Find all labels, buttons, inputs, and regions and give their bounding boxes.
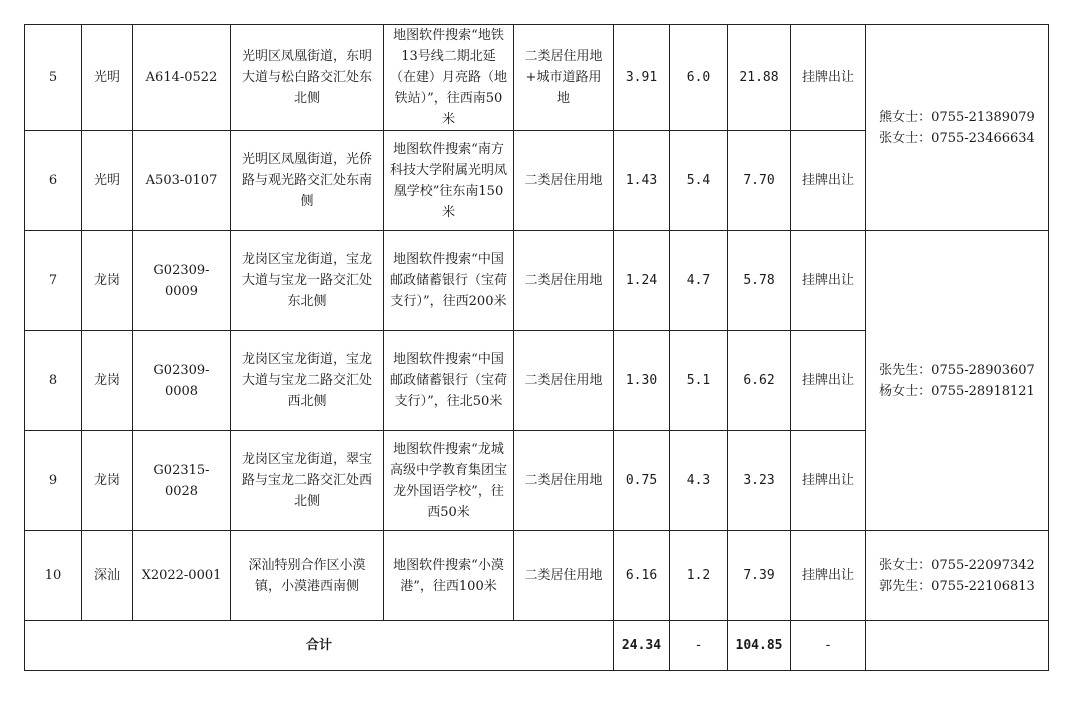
method-cell: 挂牌出让 [791, 231, 866, 331]
land-parcel-table [24, 24, 1049, 671]
contact-line: 熊女士：0755-21389079 [879, 109, 1035, 125]
table-row [25, 25, 1049, 131]
total-label: 合计 [25, 621, 614, 671]
parcel-code-cell: A503-0107 [133, 131, 231, 231]
row-number: 6 [25, 131, 82, 231]
map-search-cell: 地图软件搜索“中国邮政储蓄银行（宝荷支行）”，往西200米 [384, 231, 514, 331]
ratio-cell: 4.7 [670, 231, 728, 331]
ratio-cell: 5.4 [670, 131, 728, 231]
parcel-code-cell: G02309-0009 [133, 231, 231, 331]
parcel-code-cell: X2022-0001 [133, 531, 231, 621]
contact-line: 张先生：0755-28903607 [879, 362, 1035, 378]
map-search-cell: 地图软件搜索“中国邮政储蓄银行（宝荷支行）”，往北50米 [384, 331, 514, 431]
floor-area-cell: 21.88 [728, 25, 791, 131]
floor-area-cell: 7.39 [728, 531, 791, 621]
map-search-cell: 地图软件搜索“南方科技大学附属光明凤凰学校”往东南150米 [384, 131, 514, 231]
location-cell: 龙岗区宝龙街道，宝龙大道与宝龙一路交汇处东北侧 [231, 231, 384, 331]
method-cell: 挂牌出让 [791, 25, 866, 131]
row-number: 7 [25, 231, 82, 331]
land-use-cell: 二类居住用地 [514, 531, 614, 621]
method-cell: 挂牌出让 [791, 531, 866, 621]
total-row [25, 621, 1049, 671]
ratio-cell: 6.0 [670, 25, 728, 131]
row-number: 8 [25, 331, 82, 431]
method-cell: 挂牌出让 [791, 431, 866, 531]
map-search-cell: 地图软件搜索“地铁13号线二期北延（在建）月亮路（地铁站）”，往西南50米 [384, 25, 514, 131]
ratio-cell: 5.1 [670, 331, 728, 431]
district-cell: 光明 [82, 25, 133, 131]
area-cell: 1.24 [614, 231, 670, 331]
total-floor-area: 104.85 [728, 621, 791, 671]
area-cell: 3.91 [614, 25, 670, 131]
row-number: 10 [25, 531, 82, 621]
floor-area-cell: 6.62 [728, 331, 791, 431]
table-row [25, 531, 1049, 621]
contact-line: 张女士：0755-22097342 [879, 557, 1035, 573]
row-number: 9 [25, 431, 82, 531]
location-cell: 龙岗区宝龙街道，翠宝路与宝龙二路交汇处西北侧 [231, 431, 384, 531]
row-number: 5 [25, 25, 82, 131]
ratio-cell: 4.3 [670, 431, 728, 531]
method-cell: 挂牌出让 [791, 331, 866, 431]
area-cell: 1.30 [614, 331, 670, 431]
contact-line: 郭先生：0755-22106813 [879, 578, 1035, 594]
ratio-cell: 1.2 [670, 531, 728, 621]
location-cell: 光明区凤凰街道，光侨路与观光路交汇处东南侧 [231, 131, 384, 231]
floor-area-cell: 5.78 [728, 231, 791, 331]
floor-area-cell: 7.70 [728, 131, 791, 231]
contact-cell-shenshan [866, 531, 1049, 621]
district-cell: 龙岗 [82, 431, 133, 531]
table-row [25, 231, 1049, 331]
contact-cell-guangming [866, 25, 1049, 231]
district-cell: 深汕 [82, 531, 133, 621]
map-search-cell: 地图软件搜索“龙城高级中学教育集团宝龙外国语学校”，往西50米 [384, 431, 514, 531]
area-cell: 0.75 [614, 431, 670, 531]
total-area: 24.34 [614, 621, 670, 671]
land-use-cell: 二类居住用地+城市道路用地 [514, 25, 614, 131]
location-cell: 龙岗区宝龙街道，宝龙大道与宝龙二路交汇处西北侧 [231, 331, 384, 431]
contact-line: 杨女士：0755-28918121 [879, 383, 1035, 399]
land-use-cell: 二类居住用地 [514, 131, 614, 231]
location-cell: 深汕特别合作区小漠镇，小漠港西南侧 [231, 531, 384, 621]
contact-line: 张女士：0755-23466634 [879, 130, 1035, 146]
map-search-cell: 地图软件搜索“小漠港”，往西100米 [384, 531, 514, 621]
land-use-cell: 二类居住用地 [514, 331, 614, 431]
area-cell: 6.16 [614, 531, 670, 621]
contact-cell-longgang [866, 231, 1049, 531]
location-cell: 光明区凤凰街道，东明大道与松白路交汇处东北侧 [231, 25, 384, 131]
parcel-code-cell: A614-0522 [133, 25, 231, 131]
parcel-code-cell: G02309-0008 [133, 331, 231, 431]
total-contact [866, 621, 1049, 671]
district-cell: 龙岗 [82, 331, 133, 431]
floor-area-cell: 3.23 [728, 431, 791, 531]
total-method: - [791, 621, 866, 671]
district-cell: 光明 [82, 131, 133, 231]
total-ratio: - [670, 621, 728, 671]
area-cell: 1.43 [614, 131, 670, 231]
land-use-cell: 二类居住用地 [514, 431, 614, 531]
land-use-cell: 二类居住用地 [514, 231, 614, 331]
method-cell: 挂牌出让 [791, 131, 866, 231]
district-cell: 龙岗 [82, 231, 133, 331]
parcel-code-cell: G02315-0028 [133, 431, 231, 531]
